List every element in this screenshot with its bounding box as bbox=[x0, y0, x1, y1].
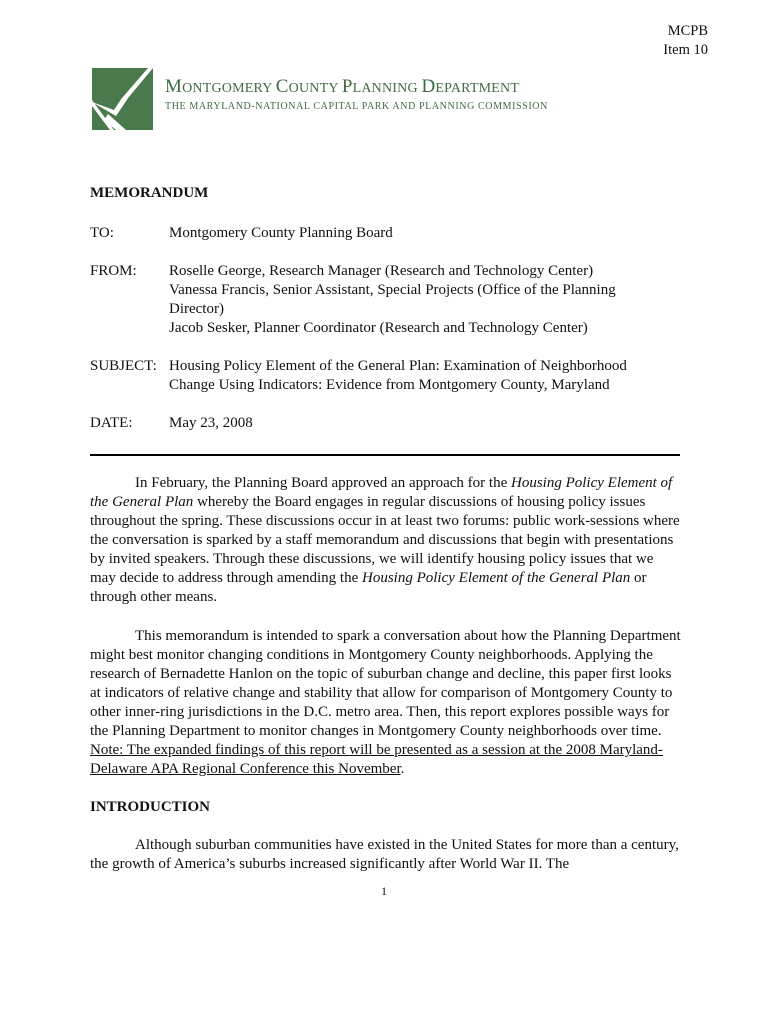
header-divider bbox=[90, 454, 680, 456]
from-value bbox=[169, 262, 639, 338]
organization-subtitle: THE MARYLAND-NATIONAL CAPITAL PARK AND PLANNING COMMISSION bbox=[165, 101, 548, 112]
from-line: Jacob Sesker, Planner Coordinator (Research and Technology Center) bbox=[169, 320, 588, 336]
document-id bbox=[663, 22, 708, 60]
organization-name: MONTGOMERY COUNTY PLANNING DEPARTMENT bbox=[165, 76, 520, 97]
paragraph-3: Although suburban communities have existed in the United States for more than a century, the growth of America’s suburbs increased significantly after World War II. The bbox=[90, 837, 679, 872]
item-number: Item 10 bbox=[663, 42, 708, 58]
page-number: 1 bbox=[381, 884, 387, 898]
planning-department-logo bbox=[92, 68, 153, 130]
document-code: MCPB bbox=[667, 23, 708, 39]
subject-label: SUBJECT: bbox=[90, 358, 157, 374]
memo-title: MEMORANDUM bbox=[90, 185, 209, 201]
from-line: Director) bbox=[169, 301, 224, 317]
subject-line: Change Using Indicators: Evidence from Montgomery County, Maryland bbox=[169, 377, 610, 393]
introduction-heading: INTRODUCTION bbox=[90, 799, 211, 815]
subject-value bbox=[169, 357, 639, 395]
subject-line: Housing Policy Element of the General Plan: Examination of Neighborhood bbox=[169, 358, 627, 374]
from-label: FROM: bbox=[90, 263, 137, 279]
paragraph-2: This memorandum is intended to spark a conversation about how the Planning Department might best monitor changing conditions in Montgomery County neighborhoods. Applying the research of Bernadette Hanlon on the topic of suburban change and decline, this paper first looks at indicators of relative change and stability that allow for comparison of Montgomery County to other inner-ring jurisdictions in the D.C. metro area. Then, this report explores possible ways for the Planning Department to monitor changes in Montgomery County neighborhoods over time. Note: The expanded findings of this report will be presented as a session at the 2008 Maryland-Delaware APA Regional Conference this November. bbox=[90, 628, 681, 777]
from-line: Vanessa Francis, Senior Assistant, Special Projects (Office of the Planning bbox=[169, 282, 616, 298]
date-label: DATE: bbox=[90, 415, 133, 431]
to-label: TO: bbox=[90, 225, 114, 241]
paragraph-1: In February, the Planning Board approved an approach for the Housing Policy Element of the General Plan whereby the Board engages in regular discussions of housing policy issues throughout the spring. These discussions occur in at least two forums: public work-sessions where the conversation is sparked by a staff memorandum and discussions that begin with presentations by invited speakers. Through these discussions, we will identify housing policy issues that we may decide to address through amending the Housing Policy Element of the General Plan or through other means. bbox=[90, 475, 680, 605]
to-value: Montgomery County Planning Board bbox=[169, 225, 393, 241]
from-line: Roselle George, Research Manager (Research and Technology Center) bbox=[169, 263, 594, 279]
date-value: May 23, 2008 bbox=[169, 415, 253, 431]
